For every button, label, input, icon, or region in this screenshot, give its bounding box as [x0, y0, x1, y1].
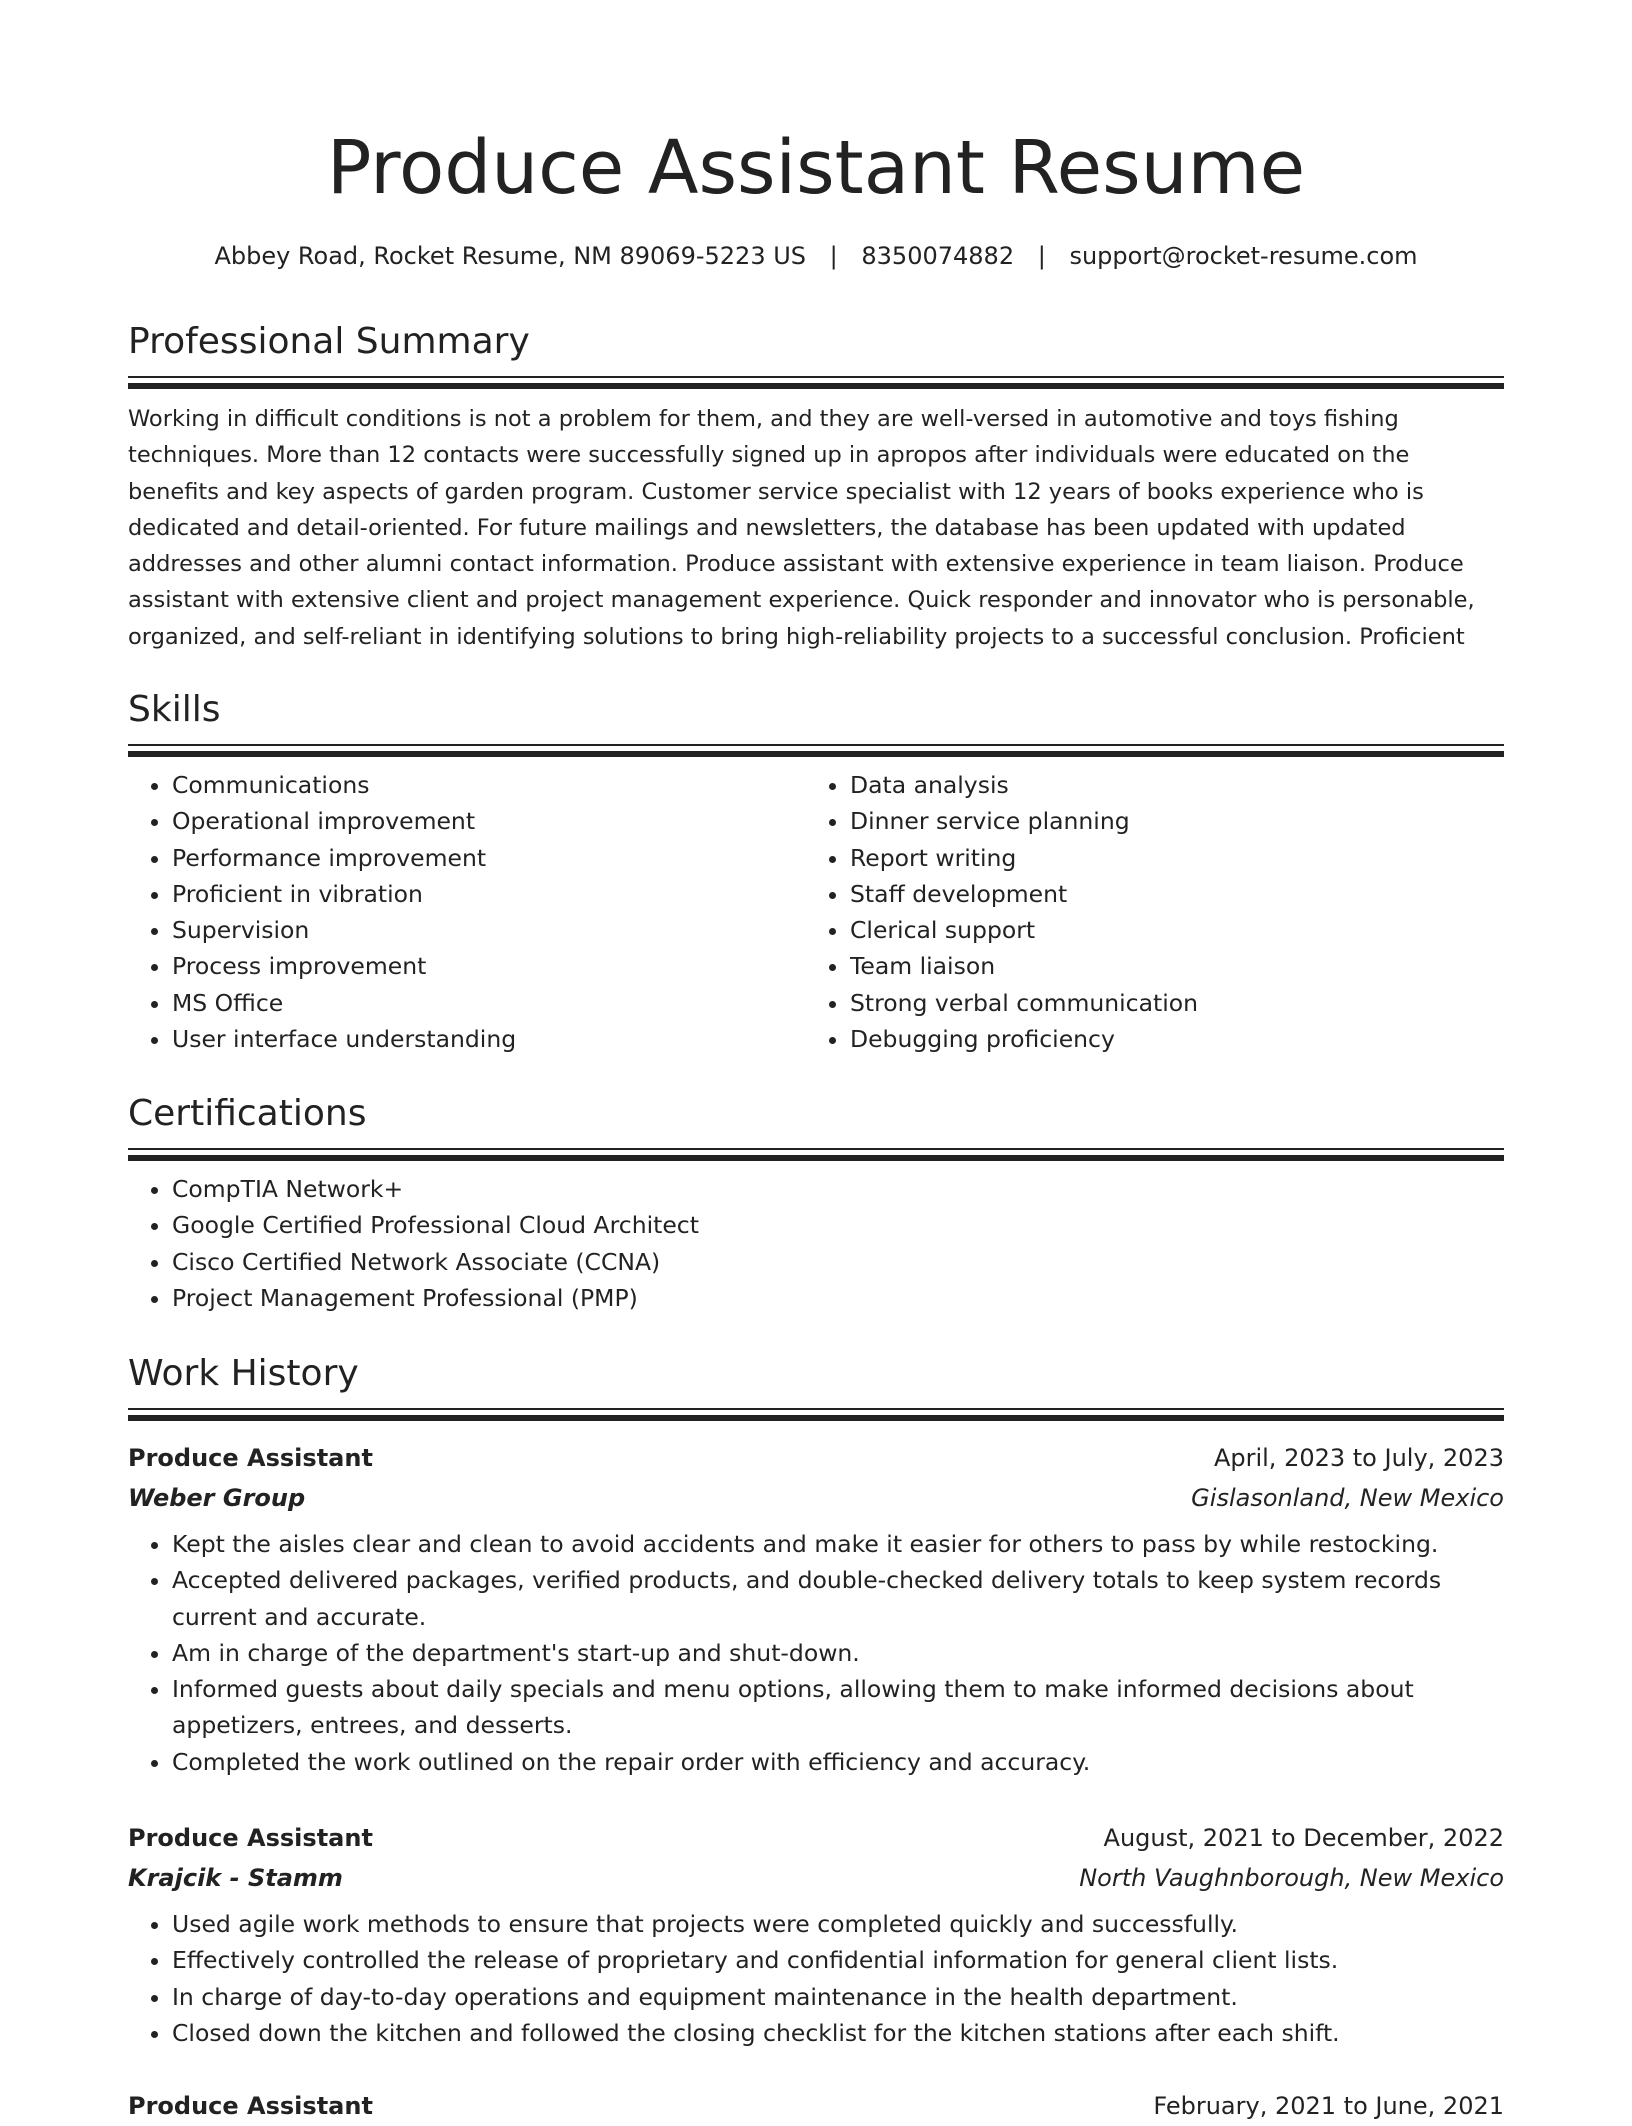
contact-phone: 8350074882: [861, 242, 1015, 270]
job-title: Produce Assistant: [128, 2092, 373, 2120]
job-entry: [128, 1818, 1504, 2051]
certification-item: • Project Management Professional (PMP): [172, 1280, 1504, 1316]
contact-separator: |: [829, 242, 838, 270]
job-duty: • Informed guests about daily specials and menu options, allowing them to make informed decisions about appetizers, entrees, and desserts.: [172, 1671, 1504, 1744]
section-divider: [128, 376, 1504, 389]
work-history-section: [128, 1350, 1504, 1421]
certification-item: • Google Certified Professional Cloud Architect: [172, 1207, 1504, 1243]
section-divider: [128, 744, 1504, 757]
job-duties-list: [128, 1526, 1504, 1780]
job-duties-list: [128, 1906, 1504, 2051]
job-duty: • Closed down the kitchen and followed the closing checklist for the kitchen stations after each shift.: [172, 2015, 1504, 2051]
skill-item: • Report writing: [850, 840, 1484, 876]
job-duty: • In charge of day-to-day operations and equipment maintenance in the health department.: [172, 1979, 1504, 2015]
job-header-row: [128, 1818, 1504, 1858]
skill-item: • User interface understanding: [172, 1021, 806, 1057]
job-company: Krajcik - Stamm: [128, 1864, 343, 1892]
certifications-heading: Certifications: [128, 1093, 367, 1134]
skills-section: [128, 686, 1504, 1057]
certification-item: • Cisco Certified Network Associate (CCNA): [172, 1244, 1504, 1280]
job-subheader-row: [128, 1858, 1504, 1898]
skill-item: • Staff development: [850, 876, 1484, 912]
skill-item: • Debugging proficiency: [850, 1021, 1484, 1057]
skill-item: • Clerical support: [850, 912, 1484, 948]
work-history-heading: Work History: [128, 1353, 359, 1394]
job-header-row: [128, 2086, 1504, 2126]
skills-list-right: [806, 767, 1484, 1057]
job-dates: February, 2021 to June, 2021: [1153, 2092, 1504, 2120]
job-location: North Vaughnborough, New Mexico: [1079, 1864, 1504, 1892]
section-divider: [128, 1148, 1504, 1161]
summary-heading: Professional Summary: [128, 321, 530, 362]
job-title: Produce Assistant: [128, 1444, 373, 1472]
job-duty: • Used agile work methods to ensure that projects were completed quickly and successfully.: [172, 1906, 1504, 1942]
skill-item: • Strong verbal communication: [850, 985, 1484, 1021]
skills-column-left: [128, 757, 806, 1057]
skills-heading: Skills: [128, 689, 221, 730]
job-duty: • Accepted delivered packages, verified products, and double-checked delivery totals to keep system records current and accurate.: [172, 1562, 1504, 1635]
skill-item: • Team liaison: [850, 948, 1484, 984]
contact-email: support@rocket-resume.com: [1069, 242, 1418, 270]
certifications-section: [128, 1090, 1504, 1316]
summary-section: [128, 318, 1504, 655]
skill-item: • Communications: [172, 767, 806, 803]
contact-line: [128, 238, 1504, 274]
job-dates: April, 2023 to July, 2023: [1213, 1444, 1504, 1472]
skill-item: • Performance improvement: [172, 840, 806, 876]
skill-item: • Process improvement: [172, 948, 806, 984]
job-company: Weber Group: [128, 1484, 306, 1512]
contact-address: Abbey Road, Rocket Resume, NM 89069-5223 US: [214, 242, 807, 270]
job-duty: • Completed the work outlined on the repair order with efficiency and accuracy.: [172, 1744, 1504, 1780]
job-header-row: [128, 1438, 1504, 1478]
section-divider: [128, 1408, 1504, 1421]
job-location: Gislasonland, New Mexico: [1191, 1484, 1504, 1512]
summary-text: Working in difficult conditions is not a problem for them, and they are well-versed in automotive and toys fishing techniques. More than 12 contacts were successfully signed up in apropos after individuals were educated on the benefits and key aspects of garden program. Customer service specialist with 12 years of books experience who is dedicated and detail-oriented. For future mailings and newsletters, the database has been updated with updated addresses and other alumni contact information. Produce assistant with extensive experience in team liaison. Produce assistant with extensive client and project management experience. Quick responder and innovator who is personable, organized, and self-reliant in identifying solutions to bring high-reliability projects to a successful conclusion. Proficient: [128, 406, 1475, 650]
job-subheader-row: [128, 1478, 1504, 1518]
skills-column-right: [806, 757, 1484, 1057]
skill-item: • Data analysis: [850, 767, 1484, 803]
skill-item: • Operational improvement: [172, 803, 806, 839]
certification-item: • CompTIA Network+: [172, 1171, 1504, 1207]
skills-columns: [128, 757, 1504, 1057]
job-duty: • Effectively controlled the release of proprietary and confidential information for general client lists.: [172, 1942, 1504, 1978]
skill-item: • Supervision: [172, 912, 806, 948]
job-dates: August, 2021 to December, 2022: [1103, 1824, 1504, 1852]
job-entry: [128, 2086, 1504, 2126]
skill-item: • Proficient in vibration: [172, 876, 806, 912]
skills-list-left: [128, 767, 806, 1057]
contact-separator: |: [1037, 242, 1046, 270]
certifications-list: [128, 1171, 1504, 1316]
job-entry: [128, 1438, 1504, 1780]
job-duty: • Kept the aisles clear and clean to avoid accidents and make it easier for others to pass by while restocking.: [172, 1526, 1504, 1562]
resume-title: Produce Assistant Resume: [326, 125, 1306, 211]
job-title: Produce Assistant: [128, 1824, 373, 1852]
job-duty: • Am in charge of the department's start-up and shut-down.: [172, 1635, 1504, 1671]
skill-item: • MS Office: [172, 985, 806, 1021]
skill-item: • Dinner service planning: [850, 803, 1484, 839]
